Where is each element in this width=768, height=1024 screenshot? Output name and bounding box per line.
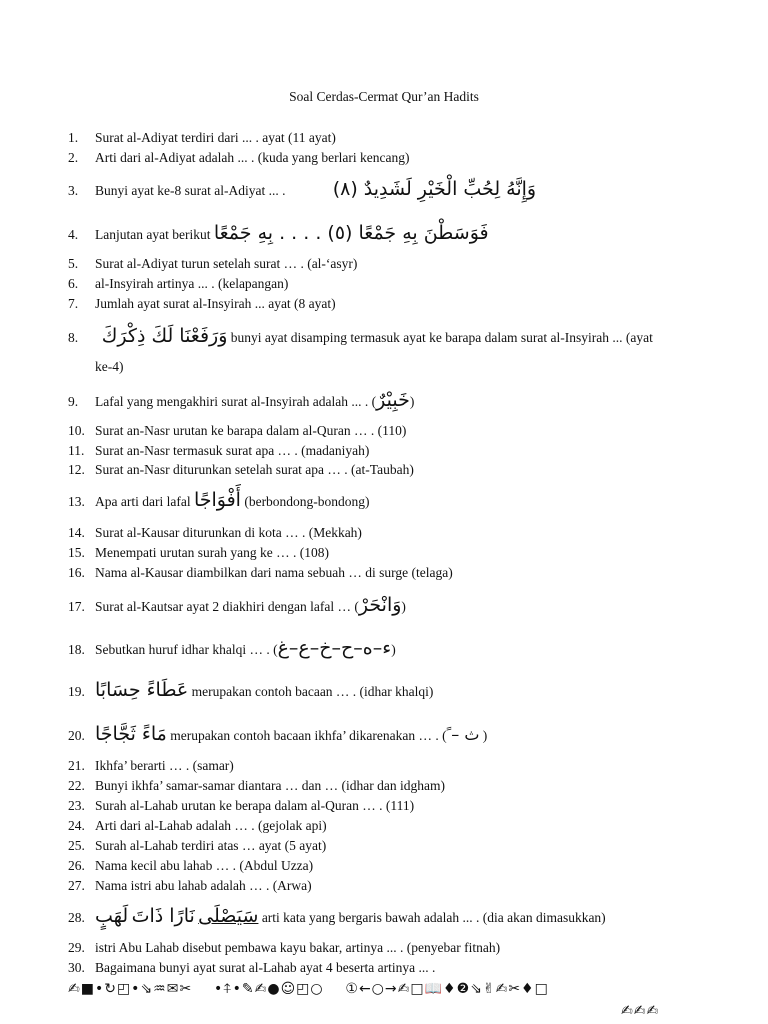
- question-text: ): [401, 599, 406, 614]
- question-text: Surah al-Lahab terdiri atas … ayat (5 ayat): [95, 838, 327, 853]
- question-text: Nama kecil abu lahab … . (Abdul Uzza): [95, 858, 314, 873]
- question-text: Surah al-Lahab urutan ke berapa dalam al-Quran … . (111): [95, 798, 415, 813]
- question-text: Ikhfa’ berarti … . (samar): [95, 758, 234, 773]
- arabic-text: وَإِنَّهُ لِحُبِّ الْخَيْرِ لَشَدِيدٌ (٨): [332, 178, 537, 200]
- arabic-text: وَانْحَرْ: [358, 594, 402, 616]
- arabic-text: ء–ه–ح–خ–ع–غ: [277, 637, 392, 659]
- question-item: [68, 274, 288, 294]
- question-number: 29.: [68, 940, 85, 955]
- question-number: 9.: [68, 394, 79, 409]
- question-number: 27.: [68, 878, 85, 893]
- question-number: 1.: [68, 130, 79, 145]
- question-number: 22.: [68, 778, 85, 793]
- question-item: [68, 756, 234, 776]
- question-item: [68, 326, 653, 346]
- question-item: [68, 390, 414, 410]
- question-number: 30.: [68, 960, 85, 975]
- question-text: Surat al-Adiyat turun setelah surat … . (al-‘asyr): [95, 256, 358, 271]
- question-item: [68, 796, 414, 816]
- question-text: merupakan contoh bacaan … . (idhar khalqi): [191, 684, 434, 699]
- question-text: ): [391, 642, 396, 657]
- question-text: ): [482, 728, 488, 743]
- question-number: 2.: [68, 150, 79, 165]
- question-text: Menempati urutan surah yang ke … . (108): [95, 545, 329, 560]
- question-number: 17.: [68, 599, 85, 614]
- arabic-text: فَوَسَطْنَ بِهِ جَمْعًا (٥) . . . . بِهِ جَمْعًا: [213, 222, 489, 244]
- question-item: [68, 680, 433, 700]
- symbol-line: ✍■•↻◰•⇘♒✉✂ •⍏•✎✍●☺◰○ ①←○→✍□📖♦❷⇘✌✍✂♦□: [68, 981, 549, 997]
- question-item: [68, 490, 370, 510]
- arabic-text: خَبِيْرٌ: [376, 389, 410, 411]
- question-number: 25.: [68, 838, 85, 853]
- question-item: [68, 724, 487, 744]
- question-text: Arti dari al-Lahab adalah … . (gejolak api): [95, 818, 327, 833]
- arabic-text: وَرَفَعْنَا لَكَ ذِكْرَكَ: [101, 325, 228, 347]
- question-text: ): [409, 394, 415, 409]
- question-text: Surat an-Nasr termasuk surat apa … . (madaniyah): [95, 443, 370, 458]
- question-item: [68, 294, 336, 314]
- question-item: [68, 816, 327, 836]
- question-text: Lanjutan ayat berikut: [95, 227, 211, 242]
- arabic-text: مَاءً ثَجَّاجًا: [95, 723, 167, 745]
- question-text: al-Insyirah artinya ... . (kelapangan): [95, 276, 289, 291]
- arabic-text: لَهَبٍ: [95, 905, 129, 927]
- question-number: 3.: [68, 183, 79, 198]
- question-item: [68, 906, 606, 926]
- question-number: 14.: [68, 525, 85, 540]
- question-item: [68, 148, 410, 168]
- question-number: 28.: [68, 910, 85, 925]
- question-item: [68, 856, 313, 876]
- question-item: [68, 563, 453, 583]
- arabic-text: عَطَاءً حِسَابًا: [95, 679, 189, 701]
- question-number: 7.: [68, 296, 79, 311]
- question-text: merupakan contoh bacaan ikhfa’ dikarenakan … . (: [170, 728, 447, 743]
- arabic-text: ث – ً: [446, 725, 480, 744]
- question-number: 13.: [68, 494, 85, 509]
- question-number: 21.: [68, 758, 85, 773]
- question-text: Sebutkan huruf idhar khalqi … . (: [95, 642, 278, 657]
- question-text: Bagaimana bunyi ayat surat al-Lahab ayat 4 beserta artinya ... .: [95, 960, 436, 975]
- question-text: Surat al-Adiyat terdiri dari ... . ayat (11 ayat): [95, 130, 336, 145]
- question-text: Lafal yang mengakhiri surat al-Insyirah adalah ... . (: [95, 394, 377, 409]
- symbol-line: ✍✍✍: [621, 1003, 660, 1019]
- question-text: bunyi ayat disamping termasuk ayat ke barapa dalam surat al-Insyirah ... (ayat: [230, 330, 653, 345]
- question-number: 23.: [68, 798, 85, 813]
- question-item: [68, 776, 445, 796]
- question-item: [68, 421, 406, 441]
- question-text: Apa arti dari lafal: [95, 494, 191, 509]
- arabic-underlined-text: سَيَصْلَى: [198, 905, 259, 927]
- question-number: 8.: [68, 330, 79, 345]
- question-number: 15.: [68, 545, 85, 560]
- question-number: 20.: [68, 728, 85, 743]
- question-text: Surat an-Nasr urutan ke barapa dalam al-Quran … . (110): [95, 423, 407, 438]
- question-text: Nama istri abu lahab adalah … . (Arwa): [95, 878, 312, 893]
- question-number: 12.: [68, 462, 85, 477]
- question-text: Surat an-Nasr diturunkan setelah surat apa … . (at-Taubah): [95, 462, 414, 477]
- question-number: 10.: [68, 423, 85, 438]
- question-text: arti kata yang bergaris bawah adalah ... . (dia akan dimasukkan): [261, 910, 606, 925]
- question-number: 19.: [68, 684, 85, 699]
- question-item: [68, 876, 312, 896]
- question-number: 16.: [68, 565, 85, 580]
- question-number: 26.: [68, 858, 85, 873]
- question-item: [68, 179, 536, 199]
- question-text: (berbondong-bondong): [244, 494, 370, 509]
- question-item: [68, 128, 336, 148]
- question-number: 11.: [68, 443, 85, 458]
- question-item: [68, 638, 396, 658]
- question-item: [68, 523, 362, 543]
- question-item: [68, 254, 357, 274]
- question-text: Nama al-Kausar diambilkan dari nama sebuah … di surge (telaga): [95, 565, 453, 580]
- question-number: 6.: [68, 276, 79, 291]
- question-item: [68, 958, 435, 978]
- document-title: Soal Cerdas-Cermat Qur’an Hadits: [289, 89, 479, 104]
- question-text: Surat al-Kautsar ayat 2 diakhiri dengan lafal … (: [95, 599, 359, 614]
- arabic-text: نَارًا ذَاتَ: [131, 905, 195, 927]
- question-text: Bunyi ikhfa’ samar-samar diantara … dan … (idhar dan idgham): [95, 778, 445, 793]
- question-item: [68, 938, 500, 958]
- question-number: 5.: [68, 256, 79, 271]
- question-text: Surat al-Kausar diturunkan di kota … . (Mekkah): [95, 525, 362, 540]
- question-text: Jumlah ayat surat al-Insyirah ... ayat (8 ayat): [95, 296, 336, 311]
- question-number: 24.: [68, 818, 85, 833]
- question-text: Bunyi ayat ke-8 surat al-Adiyat ... .: [95, 183, 286, 198]
- question-item: [68, 441, 369, 461]
- question-item: [68, 836, 326, 856]
- question-item: [68, 223, 489, 243]
- question-item: [68, 595, 406, 615]
- question-item: [68, 460, 414, 480]
- question-number: 18.: [68, 642, 85, 657]
- question-number: 4.: [68, 227, 79, 242]
- question-text: istri Abu Lahab disebut pembawa kayu bakar, artinya ... . (penyebar fitnah): [95, 940, 501, 955]
- question-text: Arti dari al-Adiyat adalah ... . (kuda yang berlari kencang): [95, 150, 410, 165]
- question-continuation: ke-4): [95, 359, 124, 374]
- arabic-text: أَفْوَاجًا: [193, 489, 241, 511]
- question-item: [68, 543, 329, 563]
